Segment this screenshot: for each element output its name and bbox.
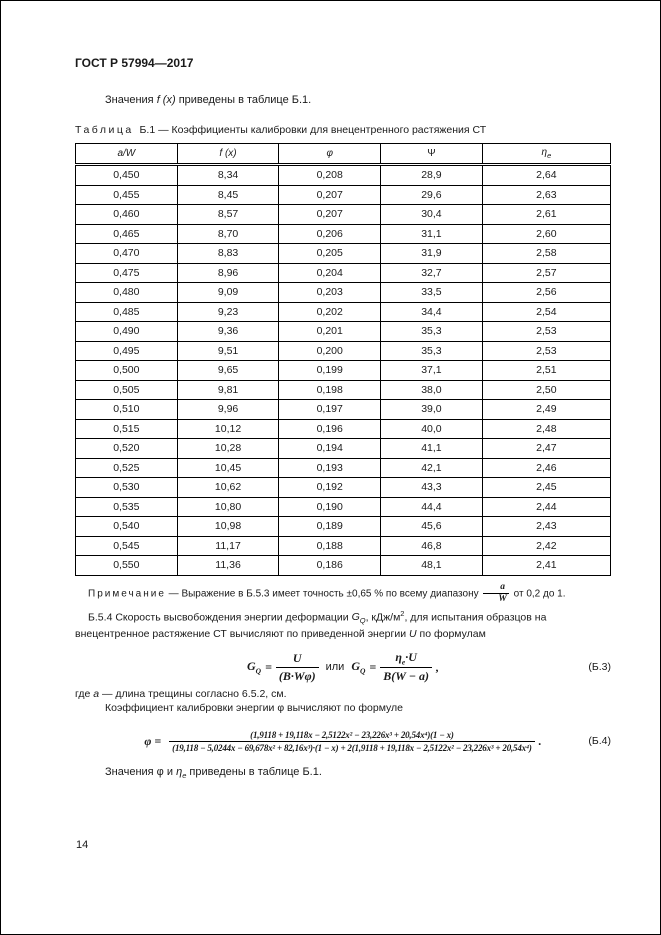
phi-intro-line: Коэффициент калибровки энергии φ вычисляют по формуле (105, 702, 404, 715)
table-cell: 30,4 (381, 205, 483, 225)
b54-text4: по формулам (416, 627, 486, 640)
fraction-1-numerator: U (276, 651, 319, 668)
table-cell: 8,70 (177, 224, 279, 244)
table-cell: 10,62 (177, 478, 279, 498)
table-cell: 2,49 (482, 400, 610, 420)
table-cell: 0,530 (76, 478, 178, 498)
big-fraction-numerator: (1,9118 + 19,118x − 2,5122x² − 23,226x³ + 20,54x⁴)(1 − x) (169, 730, 535, 742)
closing-post: приведены в таблице Б.1. (186, 766, 322, 779)
note-text-after: от 0,2 до 1. (510, 588, 566, 600)
table-cell: 2,60 (482, 224, 610, 244)
table-cell: 0,500 (76, 361, 178, 381)
table-cell: 0,207 (279, 185, 381, 205)
table-row (76, 205, 611, 225)
a-symbol: a (93, 688, 100, 701)
note-label: Примечание (88, 588, 166, 600)
table-row (76, 361, 611, 381)
table-cell: 2,42 (482, 536, 610, 556)
where-line (75, 688, 611, 700)
table-cell: 10,98 (177, 517, 279, 537)
table-cell: 2,58 (482, 244, 610, 264)
table-cell: 0,470 (76, 244, 178, 264)
formula-b3-body (247, 650, 439, 684)
fraction-2-numerator: $\eta_e\cdot U$ (380, 650, 432, 668)
table-cell: 8,45 (177, 185, 279, 205)
formula-b4-body (144, 730, 541, 753)
col-header-fx: f (x) (177, 144, 279, 165)
col-header-aW: a/W (76, 144, 178, 165)
table-cell: 0,450 (76, 165, 178, 186)
table-cell: 0,520 (76, 439, 178, 459)
table-cell: 0,204 (279, 263, 381, 283)
table-cell: 2,44 (482, 497, 610, 517)
equals-sign: = (265, 659, 272, 674)
table-cell: 0,186 (279, 556, 381, 576)
table-caption-number: Б.1 (139, 124, 156, 136)
table-cell: 0,196 (279, 419, 381, 439)
phi-equals: φ = (144, 733, 162, 748)
table-row (76, 302, 611, 322)
table-header (76, 144, 611, 165)
fraction-1-denominator: (B·Wφ) (278, 668, 316, 683)
table-cell: 0,505 (76, 380, 178, 400)
squared-superscript: 2 (400, 608, 405, 618)
table-body (76, 165, 611, 576)
table-row (76, 439, 611, 459)
table-row (76, 517, 611, 537)
G-symbol-2: $G_Q$ (351, 659, 366, 676)
table-cell: 0,525 (76, 458, 178, 478)
table-cell: 29,6 (381, 185, 483, 205)
or-text: или (325, 661, 345, 674)
table-caption-label: Таблица (75, 124, 134, 136)
table-cell: 44,4 (381, 497, 483, 517)
table-row (76, 419, 611, 439)
calibration-table (75, 143, 611, 576)
page-content (75, 56, 611, 781)
fraction-2-denominator: B(W − a) (383, 669, 429, 684)
table-cell: 9,23 (177, 302, 279, 322)
table-cell: 0,206 (279, 224, 381, 244)
table-cell: 2,56 (482, 283, 610, 303)
eta-symbol: η (541, 147, 548, 158)
table-cell: 38,0 (381, 380, 483, 400)
clause-b54 (75, 607, 611, 642)
table-cell: 0,475 (76, 263, 178, 283)
table-cell: 0,515 (76, 419, 178, 439)
table-cell: 45,6 (381, 517, 483, 537)
intro-paragraph (75, 93, 611, 107)
formula-b4-label: (Б.4) (588, 735, 611, 748)
col-header-eta (482, 144, 610, 165)
page-number: 14 (76, 839, 89, 851)
fraction-numerator: a (483, 583, 508, 595)
table-cell: 0,203 (279, 283, 381, 303)
fraction-2 (380, 650, 432, 684)
table-row (76, 400, 611, 420)
table-cell: 35,3 (381, 341, 483, 361)
closing-line (75, 766, 611, 780)
table-cell: 8,83 (177, 244, 279, 264)
b54-text1: Б.5.4 Скорость высвобождения энергии деформации (88, 611, 352, 623)
table-cell: 35,3 (381, 322, 483, 342)
table-cell: 9,36 (177, 322, 279, 342)
table-cell: 10,80 (177, 497, 279, 517)
table-cell: 2,46 (482, 458, 610, 478)
table-row (76, 322, 611, 342)
table-cell: 9,65 (177, 361, 279, 381)
table-cell: 43,3 (381, 478, 483, 498)
table-cell: 0,199 (279, 361, 381, 381)
table-cell: 28,9 (381, 165, 483, 186)
where-post: — длина трещины согласно 6.5.2, см. (99, 688, 287, 701)
note-text-before: Выражение в Б.5.3 имеет точность ±0,65 % по всему диапазону (181, 588, 482, 600)
table-cell: 0,455 (76, 185, 178, 205)
table-row (76, 497, 611, 517)
table-cell: 39,0 (381, 400, 483, 420)
table-cell: 0,207 (279, 205, 381, 225)
table-cell: 41,1 (381, 439, 483, 459)
intro-text-pre: Значения (105, 94, 157, 106)
closing-pre: Значения φ и (105, 766, 177, 779)
big-fraction (169, 730, 535, 753)
table-cell: 33,5 (381, 283, 483, 303)
table-cell: 2,43 (482, 517, 610, 537)
table-cell: 2,64 (482, 165, 610, 186)
table-cell: 9,81 (177, 380, 279, 400)
table-cell: 10,12 (177, 419, 279, 439)
fraction-1 (276, 651, 319, 684)
table-cell: 0,200 (279, 341, 381, 361)
b54-text3: , для испытания образцов на внецентренное растяжение СТ вычисляют по приведенной энергии (75, 611, 547, 640)
col-header-phi: φ (279, 144, 381, 165)
table-row (76, 380, 611, 400)
table-cell: 0,485 (76, 302, 178, 322)
where-pre: где (75, 688, 94, 701)
table-cell: 9,51 (177, 341, 279, 361)
table-cell: 0,198 (279, 380, 381, 400)
table-cell: 2,53 (482, 341, 610, 361)
table-cell: 0,510 (76, 400, 178, 420)
table-cell: 11,17 (177, 536, 279, 556)
table-row (76, 536, 611, 556)
formula-b4 (75, 726, 611, 756)
table-cell: 0,197 (279, 400, 381, 420)
table-cell: 46,8 (381, 536, 483, 556)
doc-header: ГОСТ Р 57994—2017 (75, 56, 194, 70)
table-note (75, 583, 611, 605)
eta-symbol-closing: $\eta_e$ (176, 766, 187, 781)
table-cell: 31,1 (381, 224, 483, 244)
col-header-psi: Ψ (381, 144, 483, 165)
table-cell: 2,57 (482, 263, 610, 283)
table-cell: 10,28 (177, 439, 279, 459)
table-row (76, 263, 611, 283)
table-cell: 0,545 (76, 536, 178, 556)
table-cell: 8,96 (177, 263, 279, 283)
table-cell: 9,96 (177, 400, 279, 420)
table-cell: 0,190 (279, 497, 381, 517)
table-cell: 2,47 (482, 439, 610, 459)
table-cell: 2,51 (482, 361, 610, 381)
table-cell: 2,48 (482, 419, 610, 439)
table-caption-dash: — (158, 124, 169, 136)
formula-b3 (75, 650, 611, 684)
table-cell: 2,53 (482, 322, 610, 342)
table-cell: 0,188 (279, 536, 381, 556)
U-symbol: U (409, 627, 417, 640)
table-caption (75, 124, 611, 136)
formula-b3-label: (Б.3) (588, 661, 611, 674)
table-cell: 48,1 (381, 556, 483, 576)
table-cell: 2,63 (482, 185, 610, 205)
formula-period: . (538, 733, 542, 748)
table-caption-title: Коэффициенты калибровки для внецентренного растяжения СТ (171, 124, 487, 136)
intro-math: f (x) (156, 94, 176, 106)
G-symbol: $G_Q$ (246, 659, 262, 676)
table-cell: 2,50 (482, 380, 610, 400)
table-cell: 0,480 (76, 283, 178, 303)
aW-fraction (483, 583, 508, 605)
table-cell: 32,7 (381, 263, 483, 283)
table-header-row (76, 144, 611, 165)
table-row (76, 556, 611, 576)
table-row (76, 244, 611, 264)
table-cell: 8,57 (177, 205, 279, 225)
table-cell: 8,34 (177, 165, 279, 186)
table-row (76, 458, 611, 478)
table-cell: 0,535 (76, 497, 178, 517)
table-cell: 34,4 (381, 302, 483, 322)
table-row (76, 283, 611, 303)
table-row (76, 185, 611, 205)
table-cell: 0,201 (279, 322, 381, 342)
intro-text-post: приведены в таблице Б.1. (175, 94, 312, 106)
table-row (76, 165, 611, 186)
b54-text2: , кДж/м (365, 611, 401, 623)
table-cell: 0,550 (76, 556, 178, 576)
note-dash: — (165, 588, 182, 600)
table-cell: 0,193 (279, 458, 381, 478)
formula-comma: , (436, 659, 439, 674)
table-row (76, 224, 611, 244)
table-cell: 0,208 (279, 165, 381, 186)
table-cell: 37,1 (381, 361, 483, 381)
table-row (76, 341, 611, 361)
table-cell: 9,09 (177, 283, 279, 303)
table-cell: 11,36 (177, 556, 279, 576)
table-cell: 0,192 (279, 478, 381, 498)
table-cell: 42,1 (381, 458, 483, 478)
table-cell: 2,54 (482, 302, 610, 322)
table-cell: 0,490 (76, 322, 178, 342)
equals-sign-2: = (369, 659, 377, 674)
table-cell: 0,205 (279, 244, 381, 264)
big-fraction-denominator: (19,118 − 5,0244x − 69,678x² + 82,16x³)·(1 − x) + 2(1,9118 + 19,118x − 2,5122x² − 23,226x³ + 20,54x⁴) (172, 742, 532, 753)
table-cell: 10,45 (177, 458, 279, 478)
table-cell: 2,41 (482, 556, 610, 576)
table-cell: 0,189 (279, 517, 381, 537)
table-cell: 2,45 (482, 478, 610, 498)
table-cell: 0,540 (76, 517, 178, 537)
table-cell: 0,460 (76, 205, 178, 225)
table-cell: 0,495 (76, 341, 178, 361)
table-cell: 31,9 (381, 244, 483, 264)
eta-subscript: e (547, 151, 552, 160)
table-cell: 0,465 (76, 224, 178, 244)
fraction-denominator: W (498, 594, 507, 604)
GQ-symbol: $G_Q$ (351, 611, 366, 626)
table-cell: 2,61 (482, 205, 610, 225)
table-cell: 0,202 (279, 302, 381, 322)
table-cell: 0,194 (279, 439, 381, 459)
table-row (76, 478, 611, 498)
table-cell: 40,0 (381, 419, 483, 439)
